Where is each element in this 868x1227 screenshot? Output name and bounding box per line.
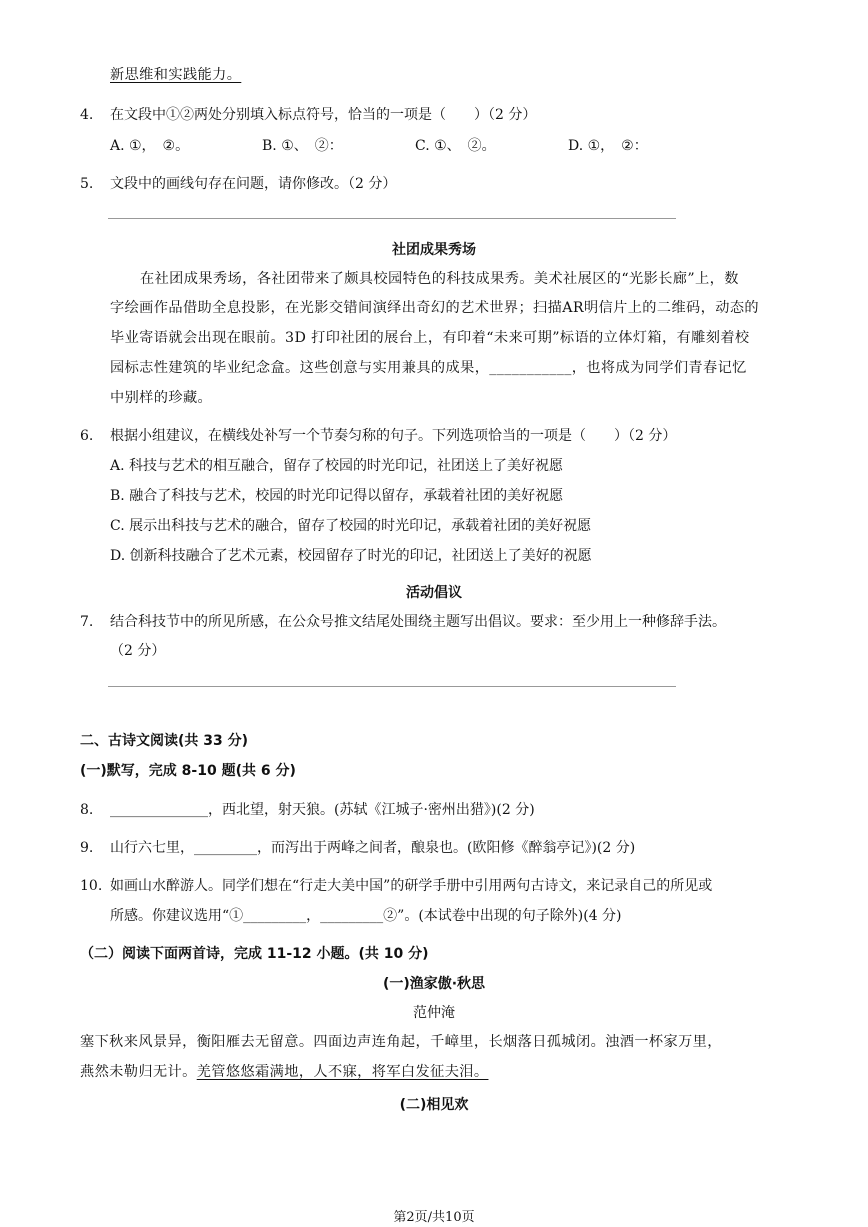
section-title-proposal: 活动倡议 xyxy=(406,585,462,601)
q4-number: 4. xyxy=(80,107,94,123)
q6-option-d: D. 创新科技融合了艺术元素，校园留存了时光的印记，社团送上了美好的祝愿 xyxy=(110,548,592,564)
part2-title: 二、古诗文阅读(共 33 分) xyxy=(80,733,249,749)
q10-number: 10. xyxy=(80,878,103,894)
q7-text-cont: （2 分） xyxy=(110,643,166,659)
q4-text: 在文段中①②两处分别填入标点符号，恰当的一项是（ ）（2 分） xyxy=(110,107,537,123)
showcase-line-1: 在社团成果秀场，各社团带来了颇具校园特色的科技成果秀。美术社展区的“光影长廊”上，数 xyxy=(140,271,739,287)
q10-text: 如画山水醉游人。同学们想在“行走大美中国”的研学手册中引用两句古诗文，来记录自己的所见或 xyxy=(110,878,713,894)
q6-option-c: C. 展示出科技与艺术的融合，留存了校园的时光印记，承载着社团的美好祝愿 xyxy=(110,518,592,534)
q4-option-b: B. ①、 ②： xyxy=(262,138,343,154)
showcase-line-2: 字绘画作品借助全息投影，在光影交错间演绎出奇幻的艺术世界；扫描AR明信片上的二维码，动态的 xyxy=(110,300,759,316)
part2-sub2: （二）阅读下面两首诗，完成 11-12 小题。(共 10 分) xyxy=(80,946,429,962)
poem1-title: (一)渔家傲·秋思 xyxy=(382,976,486,992)
continuation-text: 新思维和实践能力。 xyxy=(110,67,242,83)
page-footer: 第2页/共10页 xyxy=(393,1210,475,1225)
q7-answer-line xyxy=(108,686,676,687)
q6-option-b: B. 融合了科技与艺术，校园的时光印记得以留存，承载着社团的美好祝愿 xyxy=(110,488,564,504)
q6-number: 6. xyxy=(80,428,94,444)
q6-text: 根据小组建议，在横线处补写一个节奏匀称的句子。下列选项恰当的一项是（ ）（2 分） xyxy=(110,428,677,444)
q8-number: 8. xyxy=(80,802,94,818)
q7-text: 结合科技节中的所见所感，在公众号推文结尾处围绕主题写出倡议。要求：至少用上一种修辞手法。 xyxy=(110,614,726,630)
q10-text-cont: 所感。你建议选用“①_________，_________②”。(本试卷中出现的句子除外)(4 分) xyxy=(110,908,622,924)
poem1-line-2 xyxy=(80,1063,488,1081)
showcase-line-3: 毕业寄语就会出现在眼前。3D 打印社团的展台上，有印着“未来可期”标语的立体灯箱，有雕刻着校 xyxy=(110,330,750,346)
q6-option-a: A. 科技与艺术的相互融合，留存了校园的时光印记，社团送上了美好祝愿 xyxy=(110,458,564,474)
poem2-title: (二)相见欢 xyxy=(399,1097,469,1113)
q5-text: 文段中的画线句存在问题，请你修改。（2 分） xyxy=(110,176,397,192)
q9-text: 山行六七里，_________，而泻出于两峰之间者，酿泉也。(欧阳修《醉翁亭记》)(2 分) xyxy=(110,840,636,856)
poem1-line-2-plain: 燕然未勒归无计。 xyxy=(80,1064,197,1080)
part2-sub1: (一)默写，完成 8-10 题(共 6 分) xyxy=(80,763,296,779)
q9-number: 9. xyxy=(80,840,94,856)
poem1-author: 范仲淹 xyxy=(413,1005,455,1021)
q4-option-d: D. ①， ②： xyxy=(568,138,648,154)
q5-answer-line xyxy=(108,218,676,219)
q8-text: ______________，西北望，射天狼。(苏轼《江城子·密州出猎》)(2 分) xyxy=(110,802,535,818)
section-title-showcase: 社团成果秀场 xyxy=(392,242,476,258)
q4-option-c: C. ①、 ②。 xyxy=(415,138,496,154)
poem1-line-1: 塞下秋来风景异，衡阳雁去无留意。四面边声连角起，千嶂里，长烟落日孤城闭。浊酒一杯家万里， xyxy=(80,1034,722,1050)
q4-option-a: A. ①， ②。 xyxy=(110,138,190,154)
q5-number: 5. xyxy=(80,176,94,192)
showcase-line-4: 园标志性建筑的毕业纪念盒。这些创意与实用兼具的成果，___________，也将成为同学们青春记忆 xyxy=(110,360,747,376)
poem1-underlined-sentence: 羌管悠悠霜满地，人不寐，将军白发征夫泪。 xyxy=(196,1064,489,1080)
showcase-line-5: 中别样的珍藏。 xyxy=(110,390,213,406)
q7-number: 7. xyxy=(80,614,94,630)
